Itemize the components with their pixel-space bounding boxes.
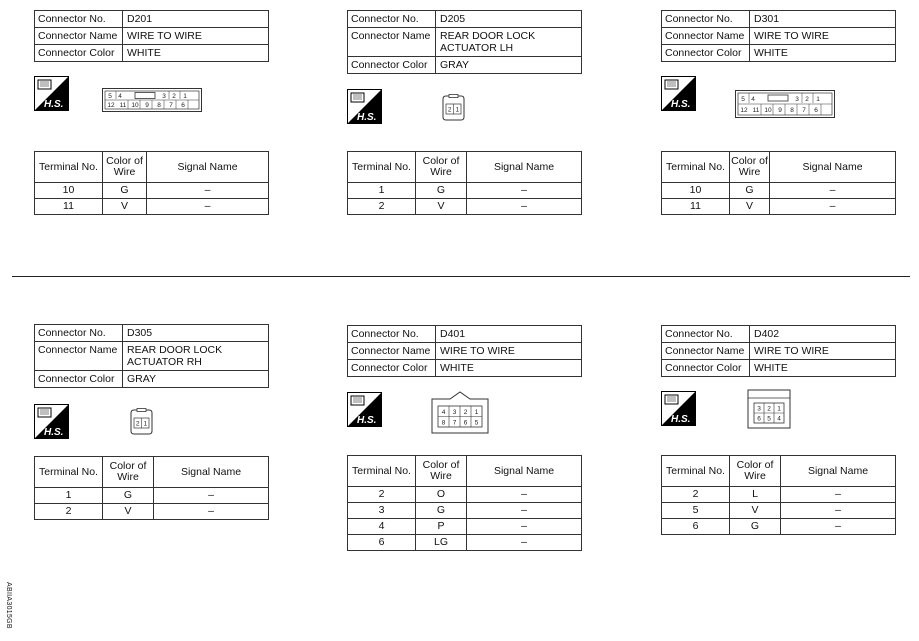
info-label: Connector Name (662, 28, 750, 45)
connector-2pin-icon (128, 408, 155, 436)
pin-number: 8 (441, 419, 446, 427)
terminal-table (347, 455, 582, 551)
table-cell: – (467, 519, 582, 535)
table-header-cell: Color of Wire (416, 456, 467, 487)
table-cell: G (103, 488, 154, 504)
pin-number: 1 (143, 420, 148, 428)
table-header-cell: Color of Wire (730, 456, 781, 487)
info-value: WIRE TO WIRE (750, 343, 896, 360)
terminal-table (34, 151, 269, 215)
connector-block-d401 (347, 325, 582, 548)
hs-label: H.S. (671, 414, 691, 425)
table-cell: – (770, 183, 896, 199)
hs-label: H.S. (44, 427, 64, 438)
pin-number: 3 (452, 409, 457, 416)
pin-number: 2 (805, 96, 809, 103)
section-divider (12, 276, 910, 277)
info-value: WIRE TO WIRE (436, 343, 582, 360)
table-row (662, 487, 896, 503)
info-label: Connector Color (662, 45, 750, 62)
pin-number: 8 (790, 107, 794, 114)
connector-no-label: Connector No. (348, 11, 436, 28)
table-cell: 5 (662, 503, 730, 519)
connector-no-value: D205 (436, 11, 582, 28)
info-label: Connector Name (662, 343, 750, 360)
terminal-table (34, 456, 269, 520)
terminal-table (347, 151, 582, 215)
connector-block-d205 (347, 10, 582, 212)
image-code: ABIIA3015GB (5, 582, 12, 629)
pin-number: 6 (463, 419, 468, 427)
info-label: Connector Color (348, 360, 436, 377)
info-label: Connector Name (348, 343, 436, 360)
color-of-wire-header: Color of Wire (103, 152, 147, 183)
harness-side-icon (34, 404, 69, 439)
table-row (35, 504, 269, 520)
table-cell: P (416, 519, 467, 535)
table-header-cell: Signal Name (154, 457, 269, 488)
table-cell: 2 (348, 487, 416, 503)
table-header-cell: Terminal No. (348, 456, 416, 487)
connector-name-label: Connector Name (348, 28, 436, 57)
table-cell: 11 (662, 199, 730, 215)
terminal-no-header: Terminal No. (35, 152, 103, 183)
table-cell: 2 (662, 487, 730, 503)
connector-color-label: Connector Color (35, 45, 123, 62)
table-header-cell: Terminal No. (35, 457, 103, 488)
pin-2: 2 (172, 93, 176, 100)
table-header-cell: Signal Name (467, 152, 582, 183)
table-row (348, 535, 582, 551)
pin-number: 10 (764, 107, 772, 114)
table-row (348, 183, 582, 199)
table-cell: – (147, 199, 269, 215)
table-cell: V (103, 504, 154, 520)
table-cell: – (770, 199, 896, 215)
table-cell: – (467, 183, 582, 199)
pin-number: 1 (816, 96, 820, 103)
table-cell: 2 (35, 504, 103, 520)
table-cell: – (467, 487, 582, 503)
info-value: D402 (750, 326, 896, 343)
connector-color-value: GRAY (436, 57, 582, 74)
info-label: Connector Color (35, 371, 123, 388)
table-row (348, 503, 582, 519)
table-cell: – (781, 519, 896, 535)
table-row (348, 487, 582, 503)
table-cell: 11 (35, 199, 103, 215)
table-cell: – (467, 199, 582, 215)
table-header-cell: Terminal No. (662, 152, 730, 183)
table-header-cell: Color of Wire (730, 152, 770, 183)
pin-number: 5 (741, 96, 745, 103)
connector-info-table (347, 325, 582, 377)
info-label: Connector Name (35, 342, 123, 371)
hs-label: H.S. (357, 112, 377, 123)
table-cell: G (416, 183, 467, 199)
table-row (35, 199, 269, 215)
hs-label: H.S. (357, 415, 377, 426)
table-cell: 6 (348, 535, 416, 551)
table-cell: – (147, 183, 269, 199)
terminal-table (661, 455, 896, 535)
table-cell: 10 (662, 183, 730, 199)
harness-side-icon (661, 391, 696, 426)
pin-number: 5 (767, 415, 771, 423)
pin-10: 10 (131, 102, 139, 109)
pin-number: 11 (752, 107, 760, 114)
table-cell: LG (416, 535, 467, 551)
pin-number: 6 (757, 415, 761, 423)
pin-number: 1 (455, 106, 460, 114)
table-cell: G (103, 183, 147, 199)
harness-side-icon (347, 89, 382, 124)
pin-9: 9 (145, 102, 149, 109)
table-cell: V (416, 199, 467, 215)
pin-4: 4 (118, 93, 122, 100)
table-cell: L (730, 487, 781, 503)
pin-11: 11 (119, 102, 127, 109)
info-label: Connector No. (348, 326, 436, 343)
pin-number: 2 (463, 409, 468, 416)
table-header-cell: Terminal No. (662, 456, 730, 487)
info-label: Connector No. (35, 325, 123, 342)
table-cell: – (154, 488, 269, 504)
table-row (348, 519, 582, 535)
table-row (662, 519, 896, 535)
hs-label: H.S. (671, 99, 691, 110)
info-label: Connector No. (662, 11, 750, 28)
table-cell: 10 (35, 183, 103, 199)
table-cell: V (103, 199, 147, 215)
connector-info-table (34, 10, 269, 62)
table-cell: G (730, 519, 781, 535)
table-header-cell: Signal Name (770, 152, 896, 183)
info-label: Connector Color (662, 360, 750, 377)
table-cell: – (781, 503, 896, 519)
pin-7: 7 (169, 102, 173, 109)
table-row (35, 183, 269, 199)
table-cell: G (416, 503, 467, 519)
signal-name-header: Signal Name (147, 152, 269, 183)
harness-side-icon (661, 76, 696, 111)
table-cell: 6 (662, 519, 730, 535)
table-row (348, 199, 582, 215)
pin-number: 7 (802, 107, 806, 114)
table-header-cell: Signal Name (467, 456, 582, 487)
connector-color-value: WHITE (123, 45, 269, 62)
pin-number: 4 (751, 96, 755, 103)
info-value: REAR DOOR LOCK ACTUATOR RH (123, 342, 269, 371)
pin-6: 6 (181, 102, 185, 109)
connector-block-d301 (661, 10, 896, 212)
table-cell: V (730, 199, 770, 215)
pin-5: 5 (108, 93, 112, 100)
table-cell: – (781, 487, 896, 503)
info-value: D305 (123, 325, 269, 342)
pin-number: 5 (474, 419, 479, 427)
info-value: WHITE (750, 45, 896, 62)
connector-info-table (347, 10, 582, 74)
connector-name-value: WIRE TO WIRE (123, 28, 269, 45)
connector-no-value: D201 (123, 11, 269, 28)
connector-no-label: Connector No. (35, 11, 123, 28)
terminal-table (661, 151, 896, 215)
connector-name-label: Connector Name (35, 28, 123, 45)
pin-number: 1 (474, 409, 479, 416)
table-cell: – (154, 504, 269, 520)
table-cell: 1 (348, 183, 416, 199)
pin-3: 3 (162, 93, 166, 100)
pin-number: 7 (452, 419, 457, 427)
info-value: D401 (436, 326, 582, 343)
table-cell: 4 (348, 519, 416, 535)
connector-6pin-icon (747, 389, 791, 429)
table-cell: 2 (348, 199, 416, 215)
info-value: WIRE TO WIRE (750, 28, 896, 45)
table-header-cell: Signal Name (781, 456, 896, 487)
table-header-cell: Terminal No. (348, 152, 416, 183)
pin-1: 1 (183, 93, 187, 100)
connector-12pin-icon (735, 90, 835, 118)
table-row (662, 183, 896, 199)
connector-info-table (661, 325, 896, 377)
pin-number: 12 (740, 107, 748, 114)
pin-8: 8 (157, 102, 161, 109)
harness-side-icon (347, 392, 382, 427)
pin-number: 3 (795, 96, 799, 103)
table-cell: – (467, 503, 582, 519)
connector-block-d305 (34, 324, 269, 517)
pin-number: 6 (814, 107, 818, 114)
connector-info-table (661, 10, 896, 62)
info-value: WHITE (436, 360, 582, 377)
pin-12: 12 (107, 102, 115, 109)
info-value: WHITE (750, 360, 896, 377)
pin-number: 2 (135, 420, 140, 428)
table-cell: 3 (348, 503, 416, 519)
table-cell: 1 (35, 488, 103, 504)
table-row (35, 488, 269, 504)
harness-side-icon (34, 76, 69, 111)
connector-block-d402 (661, 325, 896, 532)
connector-12pin-icon (102, 88, 202, 112)
connector-block-d201 (34, 10, 269, 212)
connector-8pin-icon (430, 390, 490, 435)
pin-number: 9 (778, 107, 782, 114)
info-label: Connector No. (662, 326, 750, 343)
pin-number: 4 (441, 409, 446, 416)
info-value: D301 (750, 11, 896, 28)
table-cell: G (730, 183, 770, 199)
pin-number: 1 (777, 405, 781, 413)
pin-number: 4 (777, 415, 781, 423)
info-value: GRAY (123, 371, 269, 388)
connector-2pin-icon (440, 94, 467, 122)
pin-number: 2 (767, 405, 771, 413)
table-header-cell: Color of Wire (416, 152, 467, 183)
hs-label: H.S. (44, 99, 64, 110)
table-cell: O (416, 487, 467, 503)
table-header-cell: Color of Wire (103, 457, 154, 488)
table-cell: – (467, 535, 582, 551)
connector-info-table (34, 324, 269, 388)
pin-number: 2 (447, 106, 452, 114)
pin-number: 3 (757, 405, 761, 413)
connector-name-value: REAR DOOR LOCK ACTUATOR LH (436, 28, 582, 57)
connector-color-label: Connector Color (348, 57, 436, 74)
table-row (662, 503, 896, 519)
table-cell: V (730, 503, 781, 519)
table-row (662, 199, 896, 215)
